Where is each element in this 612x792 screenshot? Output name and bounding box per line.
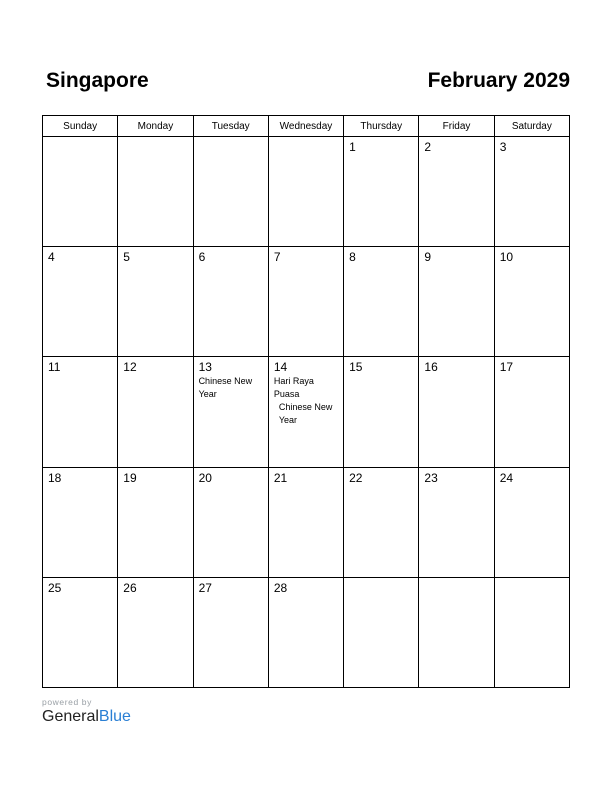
day-cell	[43, 577, 118, 687]
day-number: 26	[123, 580, 137, 595]
day-cell	[118, 467, 193, 577]
day-cell	[43, 357, 118, 467]
day-number: 27	[198, 580, 212, 595]
day-number: 10	[499, 250, 514, 265]
day-cell	[494, 577, 569, 687]
day-cell	[268, 357, 343, 467]
day-number: 3	[499, 140, 507, 154]
day-cell	[193, 357, 268, 467]
calendar-grid	[42, 115, 570, 688]
day-cell	[419, 137, 494, 247]
footer	[42, 697, 131, 726]
day-cell	[118, 357, 193, 467]
day-cell	[43, 467, 118, 577]
day-number: 23	[424, 470, 438, 485]
day-cell	[419, 577, 494, 687]
day-cell	[344, 137, 419, 247]
day-cell	[344, 577, 419, 687]
powered-by-text: powered by	[42, 697, 92, 707]
day-number: 28	[273, 580, 288, 595]
day-cell	[268, 247, 343, 357]
day-number: 6	[198, 250, 206, 265]
day-number: 2	[424, 140, 432, 154]
week-row	[43, 467, 570, 577]
day-cell	[268, 467, 343, 577]
day-cell	[344, 467, 419, 577]
week-row	[43, 577, 570, 687]
country-title: Singapore	[46, 69, 149, 92]
day-number: 13	[198, 360, 212, 375]
holiday-name: Hari Raya Puasa	[273, 376, 314, 400]
day-number: 5	[123, 250, 130, 265]
day-number: 18	[48, 470, 62, 485]
day-number: 22	[349, 470, 363, 485]
day-cell	[118, 247, 193, 357]
weekday-header-row	[43, 116, 570, 137]
day-number: 16	[424, 360, 438, 375]
day-cell	[344, 247, 419, 357]
day-cell	[118, 137, 193, 247]
day-number: 20	[198, 470, 212, 485]
day-number: 21	[273, 470, 288, 485]
day-number: 8	[349, 250, 356, 265]
day-cell	[419, 247, 494, 357]
day-cell	[344, 357, 419, 467]
day-cell	[268, 577, 343, 687]
day-number: 9	[424, 250, 432, 265]
weekday-monday: Monday	[118, 116, 193, 137]
week-row	[43, 247, 570, 357]
day-number: 25	[48, 580, 62, 595]
brand-general: General	[42, 708, 99, 725]
day-cell	[494, 137, 569, 247]
weekday-thursday: Thursday	[344, 116, 419, 137]
weekday-saturday: Saturday	[494, 116, 569, 137]
day-cell	[419, 357, 494, 467]
holiday-list	[199, 375, 265, 401]
holiday-name: Chinese New Year	[278, 402, 333, 426]
weekday-tuesday: Tuesday	[193, 116, 268, 137]
day-number: 14	[273, 360, 288, 375]
day-cell	[419, 467, 494, 577]
day-cell	[268, 137, 343, 247]
calendar-header	[42, 69, 570, 99]
day-number: 11	[48, 360, 61, 375]
weekday-wednesday: Wednesday	[268, 116, 343, 137]
holiday-list	[274, 375, 340, 427]
day-cell	[193, 137, 268, 247]
day-cell	[193, 577, 268, 687]
day-cell	[43, 247, 118, 357]
generalblue-logo	[42, 708, 131, 726]
month-title: February 2029	[427, 69, 570, 92]
day-number: 7	[273, 250, 281, 265]
weekday-friday: Friday	[419, 116, 494, 137]
day-cell	[494, 357, 569, 467]
day-number: 12	[123, 360, 137, 375]
day-cell	[118, 577, 193, 687]
day-number: 24	[499, 470, 514, 485]
day-cell	[494, 467, 569, 577]
day-cell	[43, 137, 118, 247]
day-cell	[494, 247, 569, 357]
day-cell	[193, 467, 268, 577]
day-cell	[193, 247, 268, 357]
day-number: 1	[349, 140, 356, 154]
weekday-sunday: Sunday	[43, 116, 118, 137]
day-number: 19	[123, 470, 137, 485]
day-number: 17	[499, 360, 514, 375]
week-row	[43, 357, 570, 467]
day-number: 15	[349, 360, 363, 375]
holiday-name: Chinese New Year	[198, 376, 253, 400]
brand-blue: Blue	[98, 708, 131, 725]
week-row	[43, 137, 570, 247]
day-number: 4	[48, 250, 55, 265]
